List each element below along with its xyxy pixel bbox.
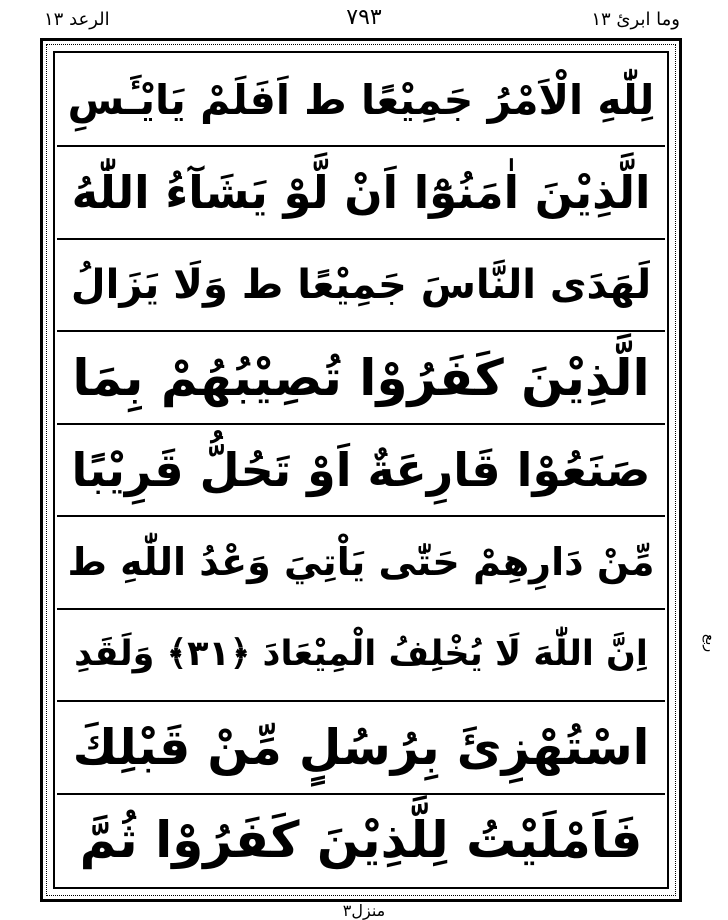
page-frame: [40, 38, 682, 902]
text-lines: [57, 55, 665, 885]
footer-manzil: منزل٣: [342, 901, 386, 920]
text-line: [57, 240, 665, 332]
header-chapter-label: الرعد ١٣: [44, 9, 110, 30]
line-text: الَّذِيْنَ كَفَرُوْا تُصِيْبُهُمْ بِمَا: [72, 348, 650, 407]
line-text: مِّنْ دَارِهِمْ حَتّٰى يَاْتِيَ وَعْدُ اللّٰهِ ط: [67, 540, 655, 585]
line-text: فَاَمْلَيْتُ لِلَّذِيْنَ كَفَرُوْا ثُمَّ: [79, 810, 643, 869]
text-line: [57, 55, 665, 147]
text-line: [57, 795, 665, 885]
line-text: صَنَعُوْا قَارِعَةٌ اَوْ تَحُلُّ قَرِيْبًا: [71, 442, 651, 497]
line-text: الَّذِيْنَ اٰمَنُوْٓا اَنْ لَّوْ يَشَآءُ اللّٰهُ: [71, 166, 651, 220]
text-line: [57, 425, 665, 517]
text-line: [57, 517, 665, 609]
page-number: ٧٩٣: [346, 5, 382, 30]
text-line: [57, 332, 665, 424]
line-text: اِنَّ اللّٰهَ لَا يُخْلِفُ الْمِيْعَادَ ﴿٣١﴾ وَلَقَدِ: [74, 634, 648, 675]
line-text: لِلّٰهِ الْاَمْرُ جَمِيْعًا ط اَفَلَمْ يَايْـَٔسِ: [67, 75, 655, 124]
text-line: [57, 610, 665, 702]
text-line: [57, 147, 665, 239]
margin-note: ربع: [702, 634, 718, 653]
line-text: اسْتُهْزِئَ بِرُسُلٍ مِّنْ قَبْلِكَ: [72, 718, 650, 776]
text-line: [57, 702, 665, 794]
header-surah-label: وما ابرئ ١٣: [591, 9, 680, 30]
line-text: لَهَدَى النَّاسَ جَمِيْعًا ط وَلَا يَزَالُ: [70, 262, 652, 309]
